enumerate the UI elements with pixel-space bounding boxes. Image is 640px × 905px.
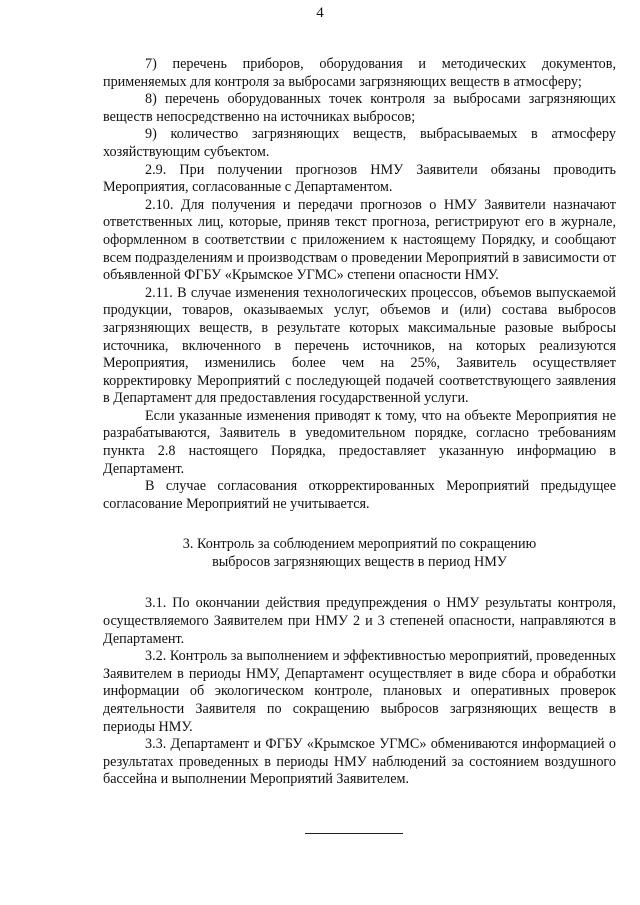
paragraph-3-3: 3.3. Департамент и ФГБУ «Крымское УГМС» обмениваются информацией о результатах проведенных в периоды НМУ наблюдений за состоянием воздушного бассейна и выполнении Мероприятий Заявителем.: [103, 736, 616, 788]
list-item-7: 7) перечень приборов, оборудования и методических документов, применяемых для контроля за выбросами загрязняющих веществ в атмосферу;: [103, 56, 616, 90]
section-3-heading-line-1: 3. Контроль за соблюдением мероприятий по сокращению: [182, 536, 537, 553]
paragraph-2-10: 2.10. Для получения и передачи прогнозов о НМУ Заявители назначают ответственных лиц, которые, приняв текст прогноза, регистрируют его в журнале, оформленном в соответствии с приложением к настоящему Порядку, и сообщают всем подразделениям и производствам о проведении Мероприятий в зависимости от объявленной ФГБУ «Крымское УГМС» степени опасности НМУ.: [103, 196, 616, 284]
paragraph-2-11: 2.11. В случае изменения технологических процессов, объемов выпускаемой продукции, товаров, оказываемых услуг, объемов и (или) состава выбросов загрязняющих веществ, в результате которых максимальные разовые выбросы источника, включенного в перечень источников, на которых реализуются Мероприятия, изменились более чем на 25%, Заявитель осуществляет корректировку Мероприятий с последующей подачей соответствующего заявления в Департамент для предоставления государственной услуги.: [103, 284, 616, 407]
section-3-heading: [103, 535, 616, 571]
page-number: 4: [316, 5, 324, 21]
list-item-9: 9) количество загрязняющих веществ, выбрасываемых в атмосферу хозяйствующим субъектом.: [103, 126, 616, 160]
paragraph-changes: Если указанные изменения приводят к тому, что на объекте Мероприятия не разрабатываются, Заявитель в уведомительном порядке, согласно требованиям пункта 2.8 настоящего Порядка, предоставляет указанную информацию в Департамент.: [103, 407, 616, 477]
end-divider: [305, 833, 403, 834]
paragraph-agreement: В случае согласования откорректированных Мероприятий предыдущее согласование Мероприятий не учитывается.: [103, 478, 616, 512]
document-body: [103, 56, 616, 789]
list-item-8: 8) перечень оборудованных точек контроля за выбросами загрязняющих веществ непосредственно на источниках выбросов;: [103, 91, 616, 125]
paragraph-2-9: 2.9. При получении прогнозов НМУ Заявители обязаны проводить Мероприятия, согласованные с Департаментом.: [103, 161, 616, 196]
paragraph-3-2: 3.2. Контроль за выполнением и эффективностью мероприятий, проведенных Заявителем в периоды НМУ, Департамент осуществляет в виде сбора и обработки информации об экологическом контроле, плановых и оперативных проверок деятельности Заявителя по сокращению выбросов загрязняющих веществ в периоды НМУ.: [103, 648, 616, 735]
section-3-heading-line-2: выбросов загрязняющих веществ в период НМУ: [212, 554, 507, 571]
paragraph-3-1: 3.1. По окончании действия предупреждения о НМУ результаты контроля, осуществляемого Заявителем при НМУ 2 и 3 степеней опасности, направляются в Департамент.: [103, 595, 616, 647]
